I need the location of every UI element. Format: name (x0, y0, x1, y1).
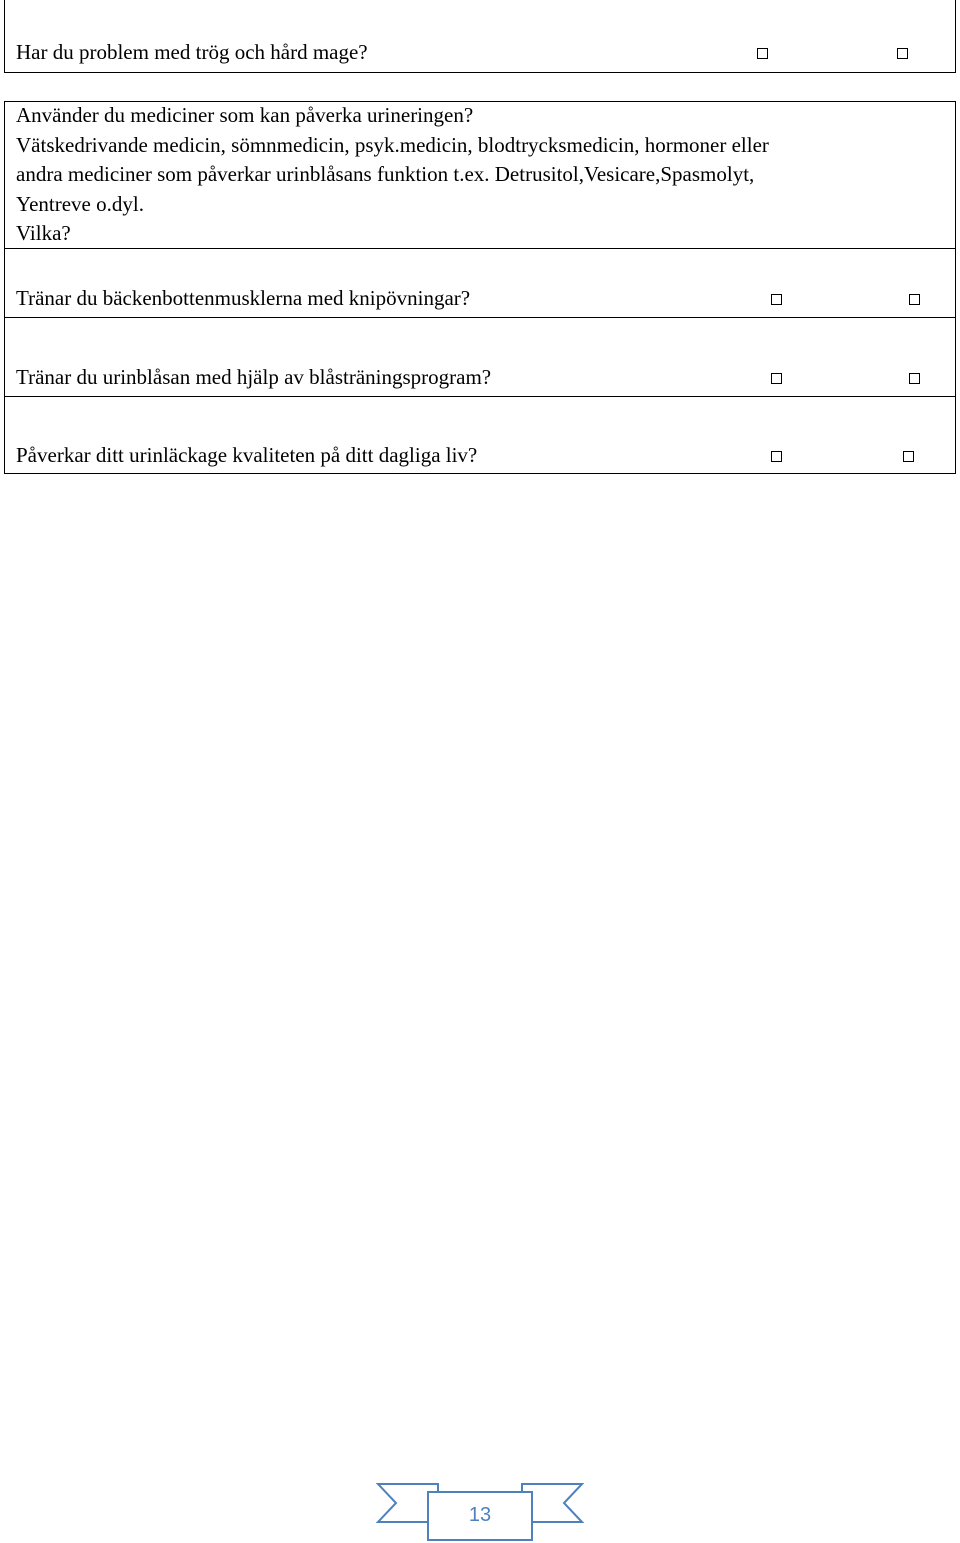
bowel-checkbox-no[interactable] (897, 48, 908, 59)
medication-line-5: Vilka? (16, 221, 71, 245)
pelvic-floor-checkbox-no[interactable] (909, 294, 920, 305)
medication-line-2: Vätskedrivande medicin, sömnmedicin, psyk.medicin, blodtrycksmedicin, hormoner eller (16, 132, 769, 157)
bowel-checkbox-yes[interactable] (757, 48, 768, 59)
question-pelvic-floor-text: Tränar du bäckenbottenmusklerna med knipövningar? (16, 286, 471, 310)
bladder-training-checkbox-no[interactable] (909, 373, 920, 384)
page-number: 13 (468, 1504, 492, 1526)
medication-line-4: Yentreve o.dyl. (16, 191, 144, 216)
medication-line-3: andra mediciner som påverkar urinblåsans funktion t.ex. Detrusitol,Vesicare,Spasmolyt, (16, 162, 755, 186)
question-quality-of-life-text: Påverkar ditt urinläckage kvaliteten på ditt dagliga liv? (16, 443, 478, 467)
quality-of-life-checkbox-no[interactable] (903, 451, 914, 462)
question-bladder-training-text: Tränar du urinblåsan med hjälp av blåsträningsprogram? (16, 365, 492, 389)
quality-of-life-checkbox-yes[interactable] (771, 451, 782, 462)
question-medication-text (16, 101, 769, 249)
bladder-training-checkbox-yes[interactable] (771, 373, 782, 384)
medication-line-1: Använder du mediciner som kan påverka urineringen? (16, 103, 474, 127)
question-bowel-text: Har du problem med trög och hård mage? (16, 40, 368, 64)
pelvic-floor-checkbox-yes[interactable] (771, 294, 782, 305)
